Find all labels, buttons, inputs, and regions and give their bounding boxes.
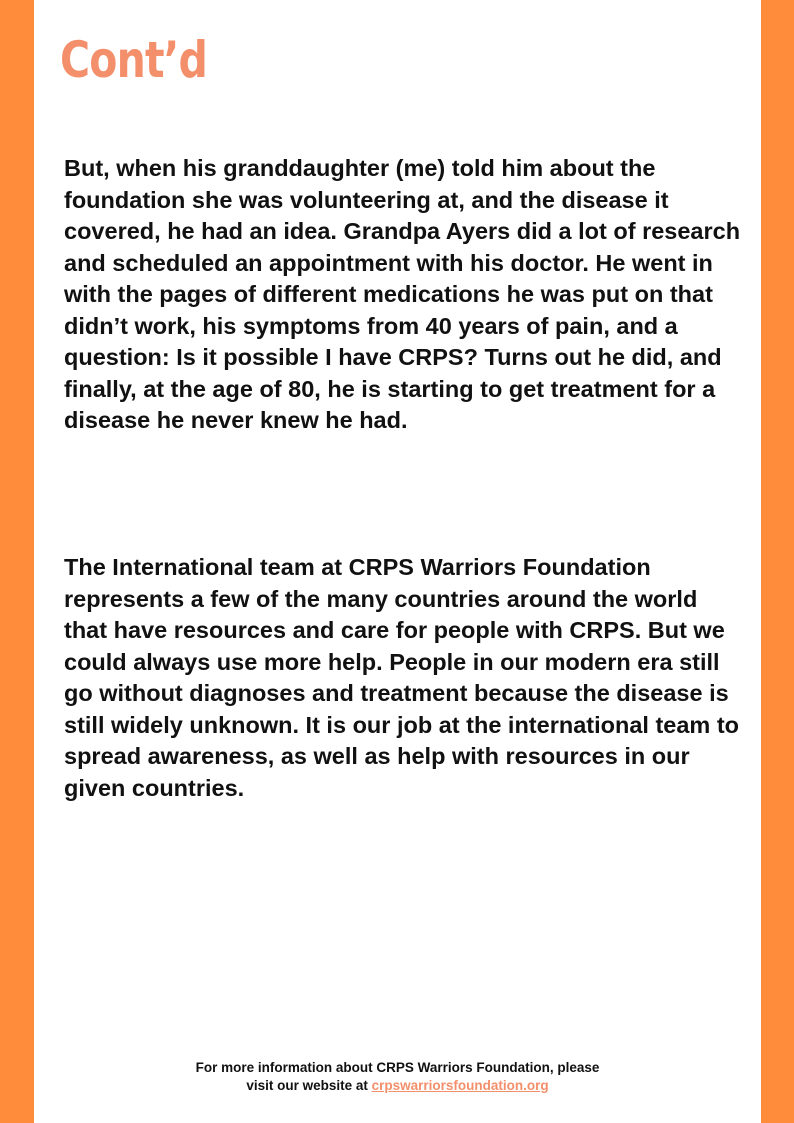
- body-paragraph-2: The International team at CRPS Warriors Foundation represents a few of the many countries around the world that have resources and care for people with CRPS. But we could always use more help. People in our modern era still go without diagnoses and treatment because the disease is still widely unknown. It is our job at the international team to spread awareness, as well as help with resources in our given countries.: [64, 554, 740, 801]
- website-link[interactable]: crpswarriorsfoundation.org: [371, 1078, 549, 1093]
- footer-line-2-prefix: visit our website at: [246, 1078, 372, 1093]
- left-side-bar: [0, 0, 34, 1123]
- footer-note: [34, 1059, 761, 1095]
- footer-line-1: For more information about CRPS Warriors Foundation, please: [195, 1060, 600, 1075]
- body-paragraph-1: But, when his granddaughter (me) told him about the foundation she was volunteering at, and the disease it covered, he had an idea. Grandpa Ayers did a lot of research and scheduled an appointment with his doctor. He went in with the pages of different medications he was put on that didn’t work, his symptoms from 40 years of pain, and a question: Is it possible I have CRPS? Turns out he did, and finally, at the age of 80, he is starting to get treatment for a disease he never knew he had.: [64, 155, 741, 433]
- footer-line-2: [34, 1077, 761, 1095]
- page-heading: Cont’d: [60, 31, 208, 89]
- right-side-bar: [761, 0, 794, 1123]
